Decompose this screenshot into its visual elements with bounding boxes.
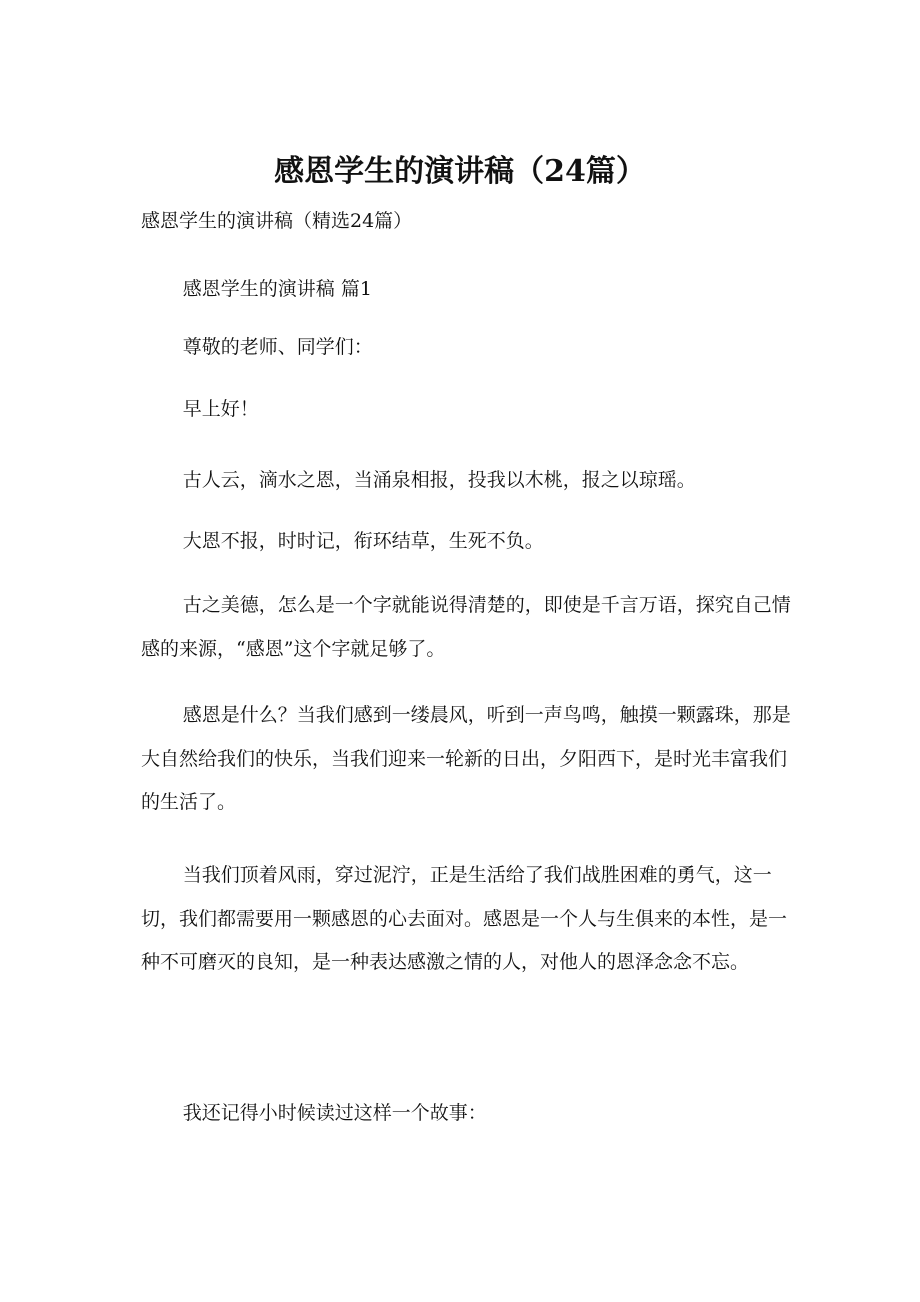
- document-subtitle: 感恩学生的演讲稿（精选24篇）: [141, 210, 413, 232]
- paragraph: 当我们顶着风雨，穿过泥泞，正是生活给了我们战胜困难的勇气，这一切，我们都需要用一颗感恩的心去面对。感恩是一个人与生俱来的本性，是一种不可磨灭的良知，是一种表达感激之情的人，对他人的恩泽念念不忘。: [141, 864, 788, 973]
- document-title: 感恩学生的演讲稿（24篇）: [274, 154, 646, 189]
- salutation: 尊敬的老师、同学们：: [182, 336, 373, 358]
- section-heading: 感恩学生的演讲稿 篇1: [182, 278, 372, 300]
- paragraph: 我还记得小时候读过这样一个故事：: [182, 1102, 487, 1124]
- paragraph: 大恩不报，时时记，衔环结草，生死不负。: [182, 530, 544, 552]
- paragraph: 古之美德，怎么是一个字就能说得清楚的，即使是千言万语，探究自己情感的来源，“感恩”这个字就足够了。: [141, 594, 791, 660]
- paragraph: 古人云，滴水之恩，当涌泉相报，投我以木桃，报之以琼瑶。: [182, 469, 696, 491]
- greeting: 早上好！: [182, 398, 259, 420]
- paragraph: 感恩是什么？当我们感到一缕晨风，听到一声鸟鸣，触摸一颗露珠，那是大自然给我们的快乐，当我们迎来一轮新的日出，夕阳西下，是时光丰富我们的生活了。: [141, 704, 791, 813]
